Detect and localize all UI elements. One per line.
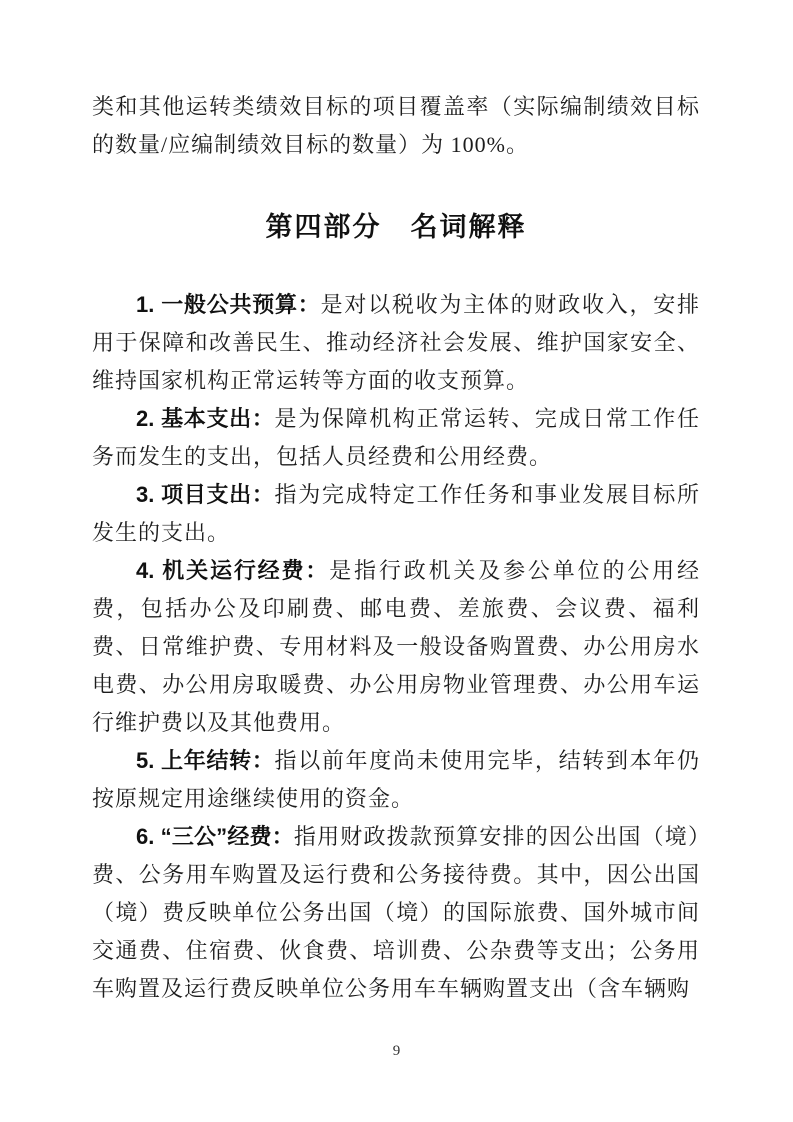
page-number: 9 — [392, 1043, 401, 1059]
definition-text: 是对以税收为主体的财政收入，安排用于保障和改善民生、推动经济社会发展、维护国家安全、维持国家机构正常运转等方面的收支预算。 — [92, 292, 700, 393]
definition-term: 2. 基本支出： — [136, 406, 275, 431]
definition-text: 指用财政拨款预算安排的因公出国（境）费、公务用车购置及运行费和公务接待费。其中，因公出国（境）费反映单位公务出国（境）的国际旅费、国外城市间交通费、住宿费、伙食费、培训费、公杂费等支出；公务用车购置及运行费反映单位公务用车车辆购置支出（含车辆购 — [92, 824, 700, 1001]
definition-text: 指为完成特定工作任务和事业发展目标所发生的支出。 — [92, 482, 700, 545]
definition-item-3 — [92, 476, 700, 552]
definition-item-4 — [92, 552, 700, 742]
definition-item-5 — [92, 742, 700, 818]
definition-item-6 — [92, 818, 700, 1008]
definition-text: 是指行政机关及参公单位的公用经费，包括办公及印刷费、邮电费、差旅费、会议费、福利费、日常维护费、专用材料及一般设备购置费、办公用房水电费、办公用房取暖费、办公用房物业管理费、办公用车运行维护费以及其他费用。 — [92, 558, 700, 735]
definition-term: 5. 上年结转： — [136, 748, 275, 773]
page-content — [92, 88, 700, 1008]
definition-term: 3. 项目支出： — [136, 482, 275, 507]
definition-term: 4. 机关运行经费： — [136, 558, 330, 583]
definition-item-1 — [92, 286, 700, 400]
definition-text: 是为保障机构正常运转、完成日常工作任务而发生的支出，包括人员经费和公用经费。 — [92, 406, 700, 469]
definition-term: 1. 一般公共预算： — [136, 292, 321, 317]
section-heading: 第四部分 名词解释 — [265, 212, 527, 242]
intro-paragraph: 类和其他运转类绩效目标的项目覆盖率（实际编制绩效目标的数量/应编制绩效目标的数量）为 100%。 — [92, 94, 700, 157]
definition-item-2 — [92, 400, 700, 476]
definition-term: 6. “三公”经费： — [136, 824, 294, 849]
definition-text: 指以前年度尚未使用完毕，结转到本年仍按原规定用途继续使用的资金。 — [92, 748, 700, 811]
